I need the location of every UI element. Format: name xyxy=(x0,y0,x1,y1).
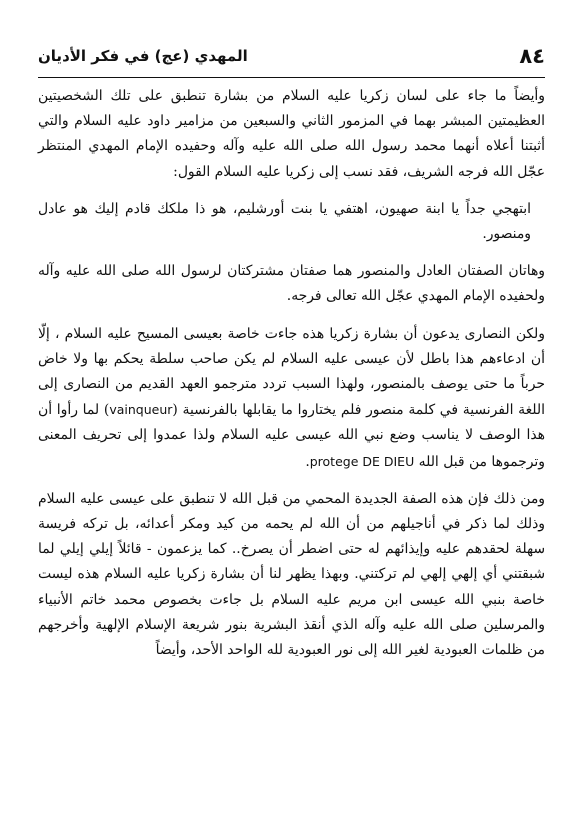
paragraph: وهاتان الصفتان العادل والمنصور هما صفتان مشتركتان لرسول الله صلى الله عليه وآله ولحفيده الإمام المهدي عجّل الله تعالى فرجه. xyxy=(38,263,545,305)
paragraph xyxy=(38,322,545,475)
paragraph-text: . xyxy=(305,453,310,470)
paragraph: وأيضاً ما جاء على لسان زكريا عليه السلام من بشارة تنطبق على تلك الشخصيتين العظيمتين المبشر بهما في المزمور الثاني والسبعين من مزامير داود عليه السلام والتي أثبتنا أعلاه أنهما محمد رسول الله صلى الله عليه وآله وحفيده الإمام المهدي المنتظر عجّل الله فرجه الشريف، فقد نسب إلى زكريا عليه السلام القول: xyxy=(38,88,545,180)
french-phrase: protege DE DIEU xyxy=(309,453,415,469)
page-body xyxy=(38,84,545,675)
paragraph-text: ) لما رأوا أن هذا الوصف لا يناسب وضع نبي الله عيسى عليه السلام ولذا عمدوا إلى تحريف المعنى وترجموها من قبل الله xyxy=(38,402,545,470)
french-word: vainqueur xyxy=(109,402,173,418)
running-title: المهدي (عج) في فكر الأديان xyxy=(38,47,248,65)
header-rule xyxy=(38,77,545,78)
page-header xyxy=(38,44,545,72)
paragraph: ومن ذلك فإن هذه الصفة الجديدة المحمي من قبل الله لا تنطبق على عيسى عليه السلام وذلك لما ذكر في أناجيلهم من أن الله لم يحمه من كيد ومكر أعدائه، بل تركه فريسة سهلة لحقدهم عليه وإيذائهم له حتى اضطر أن يصرخ.. كما يزعمون - قائلاً إيلي إيلي لما شبقتني أي إلهي إلهي لم تركتني. وبهذا يظهر لنا أن بشارة زكريا عليه السلام هذه ليست خاصة بنبي الله عيسى ابن مريم عليه السلام بل جاءت بخصوص محمد خاتم الأنبياء والمرسلين صلى الله عليه وآله الذي أنقذ البشرية بنور شريعة الإسلام الإلهية وأخرجهم من ظلمات العبودية لغير الله إلى نور العبودية لله الواحد الأحد، وأيضاً xyxy=(38,490,545,659)
quote-paragraph: ابتهجي جداً يا ابنة صهيون، اهتفي يا بنت أورشليم، هو ذا ملكك قادم إليك هو عادل ومنصور. xyxy=(38,200,531,243)
page-number: ٨٤ xyxy=(519,44,545,68)
paragraph-text: ولكن النصارى يدعون أن بشارة زكريا هذه جاءت خاصة بعيسى المسيح عليه السلام ، إلّا أن ادعاءهم هذا باطل لأن عيسى عليه السلام لم يكن صاحب سلطة يحكم بها ولا خاض حرباً ما حتى يوصف بالمنصور، ولهذا السبب تردد مترجمو العهد القديم من النصارى إلى اللغة الفرنسية في كلمة منصور فلم يختاروا ما يقابلها بالفرنسية ( xyxy=(38,325,546,419)
